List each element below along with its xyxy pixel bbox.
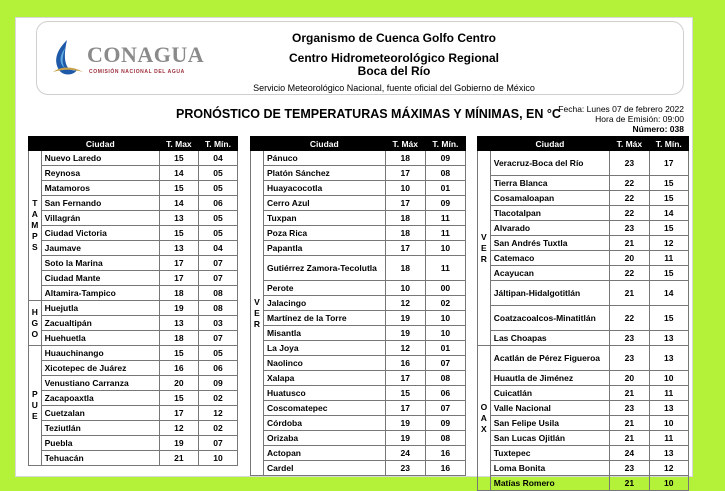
state-label: P U E — [29, 346, 42, 466]
temp-min: 16 — [425, 461, 465, 476]
column-header-max: T. Max — [159, 137, 198, 151]
table-row — [29, 181, 238, 196]
city-name: Alvarado — [490, 221, 609, 236]
table-row — [29, 406, 238, 421]
temp-max: 17 — [385, 371, 425, 386]
city-name: Xalapa — [263, 371, 385, 386]
city-name: Misantla — [263, 326, 385, 341]
temp-min: 11 — [649, 251, 688, 266]
column-header-max: T. Máx — [385, 137, 425, 151]
temp-min: 04 — [198, 151, 237, 166]
table-row — [478, 236, 689, 251]
city-name: Cuicatlán — [490, 386, 609, 401]
table-row — [251, 181, 466, 196]
table-row — [478, 221, 689, 236]
conagua-logo-icon — [49, 38, 85, 78]
table-row — [478, 371, 689, 386]
temp-max: 22 — [610, 176, 649, 191]
table-row — [251, 416, 466, 431]
city-name: Cosamaloapan — [490, 191, 609, 206]
temp-max: 21 — [610, 476, 649, 491]
table-row — [251, 196, 466, 211]
temp-max: 15 — [159, 151, 198, 166]
table-row — [251, 281, 466, 296]
table-row — [478, 251, 689, 266]
temp-min: 01 — [425, 181, 465, 196]
table-row — [29, 226, 238, 241]
table-row — [29, 376, 238, 391]
table-row — [251, 311, 466, 326]
temp-min: 02 — [198, 391, 237, 406]
temp-max: 20 — [610, 251, 649, 266]
temp-max: 17 — [159, 256, 198, 271]
table-row — [29, 151, 238, 166]
city-name: Poza Rica — [263, 226, 385, 241]
temp-min: 13 — [649, 346, 688, 371]
temp-min: 11 — [425, 211, 465, 226]
city-name: Catemaco — [490, 251, 609, 266]
temp-max: 19 — [385, 416, 425, 431]
temp-min: 16 — [425, 446, 465, 461]
table-row — [251, 241, 466, 256]
temp-max: 23 — [610, 401, 649, 416]
temp-min: 03 — [198, 316, 237, 331]
temp-min: 15 — [649, 306, 688, 331]
table-row — [251, 386, 466, 401]
temp-max: 18 — [385, 211, 425, 226]
table-row — [478, 281, 689, 306]
table-row — [478, 346, 689, 371]
state-label: V E R — [251, 151, 264, 476]
city-name: Soto la Marina — [41, 256, 159, 271]
temp-max: 22 — [610, 306, 649, 331]
city-name: Jalacingo — [263, 296, 385, 311]
temp-min: 10 — [198, 451, 237, 466]
table-row — [29, 241, 238, 256]
city-name: Orizaba — [263, 431, 385, 446]
temp-max: 20 — [610, 371, 649, 386]
temp-min: 08 — [425, 166, 465, 181]
temp-max: 21 — [610, 236, 649, 251]
city-name: Acayucan — [490, 266, 609, 281]
temp-min: 07 — [198, 436, 237, 451]
temp-table-2 — [250, 136, 466, 476]
temp-max: 23 — [610, 221, 649, 236]
city-name: San Lucas Ojitlán — [490, 431, 609, 446]
column-header-min: T. Mín. — [198, 137, 237, 151]
temp-max: 21 — [610, 431, 649, 446]
temp-min: 05 — [198, 211, 237, 226]
temp-max: 13 — [159, 211, 198, 226]
city-name: Huehuetla — [41, 331, 159, 346]
source-note: Servicio Meteorológico Nacional, fuente oficial del Gobierno de México — [253, 83, 535, 93]
temp-min: 11 — [425, 256, 465, 281]
temp-min: 00 — [425, 281, 465, 296]
state-label: T A M P S — [29, 151, 42, 301]
table-row — [251, 226, 466, 241]
temp-max: 21 — [610, 386, 649, 401]
table-row — [251, 326, 466, 341]
temp-max: 18 — [385, 226, 425, 241]
city-name: Loma Bonita — [490, 461, 609, 476]
table-row — [478, 476, 689, 491]
temp-min: 09 — [425, 196, 465, 211]
forecast-sheet — [15, 17, 693, 488]
table-row — [29, 361, 238, 376]
table-row — [29, 421, 238, 436]
table-row — [251, 461, 466, 476]
table-row — [29, 451, 238, 466]
city-name: Villagrán — [41, 211, 159, 226]
temp-min: 07 — [198, 271, 237, 286]
city-name: Huayacocotla — [263, 181, 385, 196]
state-label: V E R — [478, 151, 491, 346]
temp-min: 05 — [198, 346, 237, 361]
table-row — [29, 346, 238, 361]
city-name: San Fernando — [41, 196, 159, 211]
temp-max: 21 — [610, 416, 649, 431]
temp-min: 13 — [649, 446, 688, 461]
city-name: Xicotepec de Juárez — [41, 361, 159, 376]
column-header-max: T. Máx — [610, 137, 649, 151]
column-header-min: T. Mín. — [649, 137, 688, 151]
city-name: Actopan — [263, 446, 385, 461]
issue-meta — [558, 104, 684, 134]
city-name: Martínez de la Torre — [263, 311, 385, 326]
table-row — [478, 401, 689, 416]
page-title: PRONÓSTICO DE TEMPERATURAS MÁXIMAS Y MÍNIMAS, EN °C — [176, 107, 561, 121]
issue-time: Hora de Emisión: 09:00 — [595, 114, 684, 124]
temp-max: 17 — [159, 271, 198, 286]
city-name: Cerro Azul — [263, 196, 385, 211]
temp-max: 15 — [159, 346, 198, 361]
city-name: Huejutla — [41, 301, 159, 316]
temp-max: 10 — [385, 181, 425, 196]
city-name: Altamira-Tampico — [41, 286, 159, 301]
city-name: Valle Nacional — [490, 401, 609, 416]
temp-min: 14 — [649, 281, 688, 306]
city-name: Perote — [263, 281, 385, 296]
table-row — [478, 431, 689, 446]
temp-max: 22 — [610, 206, 649, 221]
table-row — [29, 286, 238, 301]
temp-min: 15 — [649, 221, 688, 236]
column-header-city: Ciudad — [263, 137, 385, 151]
column-header-state — [478, 137, 491, 151]
temp-max: 21 — [159, 451, 198, 466]
temp-min: 02 — [425, 296, 465, 311]
temp-min: 06 — [198, 196, 237, 211]
temp-max: 24 — [610, 446, 649, 461]
temp-max: 22 — [610, 191, 649, 206]
temp-max: 18 — [385, 256, 425, 281]
logo-subtitle: COMISIÓN NACIONAL DEL AGUA — [89, 69, 185, 75]
city-name: Ciudad Mante — [41, 271, 159, 286]
temp-min: 06 — [425, 386, 465, 401]
temp-max: 19 — [159, 436, 198, 451]
city-name: Tuxpan — [263, 211, 385, 226]
temp-max: 19 — [159, 301, 198, 316]
city-name: Cardel — [263, 461, 385, 476]
issue-number: Número: 038 — [632, 124, 684, 134]
city-name: Zacapoaxtla — [41, 391, 159, 406]
temp-max: 15 — [159, 226, 198, 241]
city-name: Matamoros — [41, 181, 159, 196]
table-header — [478, 137, 689, 151]
temp-min: 09 — [425, 151, 465, 166]
table-row — [478, 331, 689, 346]
table-row — [251, 371, 466, 386]
temp-min: 10 — [649, 371, 688, 386]
temp-min: 05 — [198, 166, 237, 181]
temp-max: 13 — [159, 241, 198, 256]
city-name: Puebla — [41, 436, 159, 451]
temp-min: 01 — [425, 341, 465, 356]
temp-min: 10 — [425, 241, 465, 256]
column-header-state — [29, 137, 42, 151]
temp-min: 10 — [649, 416, 688, 431]
city-name: Las Choapas — [490, 331, 609, 346]
temp-min: 09 — [425, 416, 465, 431]
temp-max: 20 — [159, 376, 198, 391]
temp-min: 13 — [649, 401, 688, 416]
temp-max: 13 — [159, 316, 198, 331]
city-name: La Joya — [263, 341, 385, 356]
table-row — [478, 306, 689, 331]
location-title: Boca del Río — [357, 64, 431, 78]
temp-max: 23 — [610, 461, 649, 476]
city-name: Reynosa — [41, 166, 159, 181]
temp-max: 15 — [385, 386, 425, 401]
table-header — [251, 137, 466, 151]
temp-min: 10 — [649, 476, 688, 491]
table-row — [478, 191, 689, 206]
table-row — [251, 341, 466, 356]
temp-min: 10 — [425, 311, 465, 326]
city-name: Huatusco — [263, 386, 385, 401]
temp-max: 18 — [159, 331, 198, 346]
temp-max: 17 — [385, 166, 425, 181]
temp-min: 07 — [198, 256, 237, 271]
city-name: Jáltipan-Hidalgotitlán — [490, 281, 609, 306]
temp-min: 08 — [425, 371, 465, 386]
temp-max: 18 — [159, 286, 198, 301]
city-name: Teziutlán — [41, 421, 159, 436]
temp-max: 23 — [610, 346, 649, 371]
temp-table-3 — [477, 136, 689, 491]
table-row — [478, 446, 689, 461]
city-name: Huauchinango — [41, 346, 159, 361]
city-name: Pánuco — [263, 151, 385, 166]
temp-min: 06 — [198, 361, 237, 376]
city-name: Zacualtipán — [41, 316, 159, 331]
table-row — [251, 166, 466, 181]
temp-max: 10 — [385, 281, 425, 296]
column-header-state — [251, 137, 264, 151]
table-row — [251, 446, 466, 461]
temp-max: 14 — [159, 166, 198, 181]
city-name: Platón Sánchez — [263, 166, 385, 181]
city-name: Venustiano Carranza — [41, 376, 159, 391]
temp-min: 11 — [649, 431, 688, 446]
table-header — [29, 137, 238, 151]
table-row — [478, 176, 689, 191]
table-row — [478, 266, 689, 281]
city-name: Tuxtepec — [490, 446, 609, 461]
temp-min: 07 — [425, 401, 465, 416]
temp-min: 04 — [198, 241, 237, 256]
column-header-city: Ciudad — [490, 137, 609, 151]
table-row — [251, 356, 466, 371]
city-name: Huautla de Jiménez — [490, 371, 609, 386]
temp-max: 12 — [159, 421, 198, 436]
state-label: O A X — [478, 346, 491, 491]
table-row — [29, 271, 238, 286]
temp-min: 15 — [649, 176, 688, 191]
temp-max: 12 — [385, 341, 425, 356]
column-header-city: Ciudad — [41, 137, 159, 151]
city-name: Cuetzalan — [41, 406, 159, 421]
state-label: H G O — [29, 301, 42, 346]
temp-max: 23 — [610, 331, 649, 346]
table-row — [29, 316, 238, 331]
city-name: Tehuacán — [41, 451, 159, 466]
temp-min: 07 — [198, 331, 237, 346]
temp-min: 11 — [425, 226, 465, 241]
table-row — [478, 461, 689, 476]
temp-min: 08 — [198, 286, 237, 301]
city-name: Jaumave — [41, 241, 159, 256]
temp-max: 17 — [385, 401, 425, 416]
table-row — [29, 301, 238, 316]
temp-min: 12 — [649, 236, 688, 251]
issue-date: Fecha: Lunes 07 de febrero 2022 — [558, 104, 684, 114]
temp-min: 02 — [198, 421, 237, 436]
temp-max: 17 — [385, 196, 425, 211]
temp-max: 19 — [385, 311, 425, 326]
temp-max: 17 — [385, 241, 425, 256]
table-row — [251, 401, 466, 416]
temp-min: 09 — [198, 376, 237, 391]
temp-max: 23 — [385, 461, 425, 476]
city-name: Nuevo Laredo — [41, 151, 159, 166]
table-row — [478, 206, 689, 221]
temp-max: 15 — [159, 391, 198, 406]
temp-max: 15 — [159, 181, 198, 196]
column-header-min: T. Mín. — [425, 137, 465, 151]
city-name: Ciudad Victoria — [41, 226, 159, 241]
city-name: Tierra Blanca — [490, 176, 609, 191]
city-name: Córdoba — [263, 416, 385, 431]
table-row — [29, 436, 238, 451]
temp-min: 17 — [649, 151, 688, 176]
table-row — [478, 151, 689, 176]
table-row — [251, 296, 466, 311]
table-row — [29, 256, 238, 271]
city-name: Matías Romero — [490, 476, 609, 491]
temp-min: 11 — [649, 386, 688, 401]
logo-text: CONAGUA — [87, 42, 205, 67]
city-name: Gutiérrez Zamora-Tecolutla — [263, 256, 385, 281]
temp-min: 10 — [425, 326, 465, 341]
temp-max: 19 — [385, 326, 425, 341]
org-title: Organismo de Cuenca Golfo Centro — [291, 31, 497, 45]
city-name: Tlacotalpan — [490, 206, 609, 221]
temp-min: 08 — [425, 431, 465, 446]
city-name: Veracruz-Boca del Río — [490, 151, 609, 176]
temp-max: 19 — [385, 431, 425, 446]
temp-max: 24 — [385, 446, 425, 461]
city-name: San Felipe Usila — [490, 416, 609, 431]
table-row — [251, 431, 466, 446]
table-row — [478, 416, 689, 431]
city-name: San Andrés Tuxtla — [490, 236, 609, 251]
temp-min: 14 — [649, 206, 688, 221]
temp-max: 14 — [159, 196, 198, 211]
temp-max: 22 — [610, 266, 649, 281]
city-name: Coatzacoalcos-Minatitlán — [490, 306, 609, 331]
table-row — [29, 331, 238, 346]
table-row — [29, 196, 238, 211]
city-name: Naolinco — [263, 356, 385, 371]
temp-max: 23 — [610, 151, 649, 176]
header-banner — [36, 21, 684, 95]
temp-min: 05 — [198, 181, 237, 196]
table-row — [29, 211, 238, 226]
temp-min: 08 — [198, 301, 237, 316]
table-row — [251, 211, 466, 226]
table-row — [29, 166, 238, 181]
temp-max: 12 — [385, 296, 425, 311]
center-title: Centro Hidrometeorológico Regional — [288, 51, 499, 65]
temp-min: 05 — [198, 226, 237, 241]
city-name: Papantla — [263, 241, 385, 256]
city-name: Coscomatepec — [263, 401, 385, 416]
table-row — [251, 256, 466, 281]
temp-min: 15 — [649, 266, 688, 281]
temp-max: 18 — [385, 151, 425, 166]
temp-table-1 — [28, 136, 238, 466]
temp-max: 16 — [159, 361, 198, 376]
temp-min: 15 — [649, 191, 688, 206]
table-row — [478, 386, 689, 401]
city-name: Acatlán de Pérez Figueroa — [490, 346, 609, 371]
temp-min: 12 — [649, 461, 688, 476]
table-row — [29, 391, 238, 406]
temp-min: 12 — [198, 406, 237, 421]
temp-max: 21 — [610, 281, 649, 306]
temp-max: 17 — [159, 406, 198, 421]
table-row — [251, 151, 466, 166]
temp-min: 07 — [425, 356, 465, 371]
temp-min: 13 — [649, 331, 688, 346]
temp-max: 16 — [385, 356, 425, 371]
